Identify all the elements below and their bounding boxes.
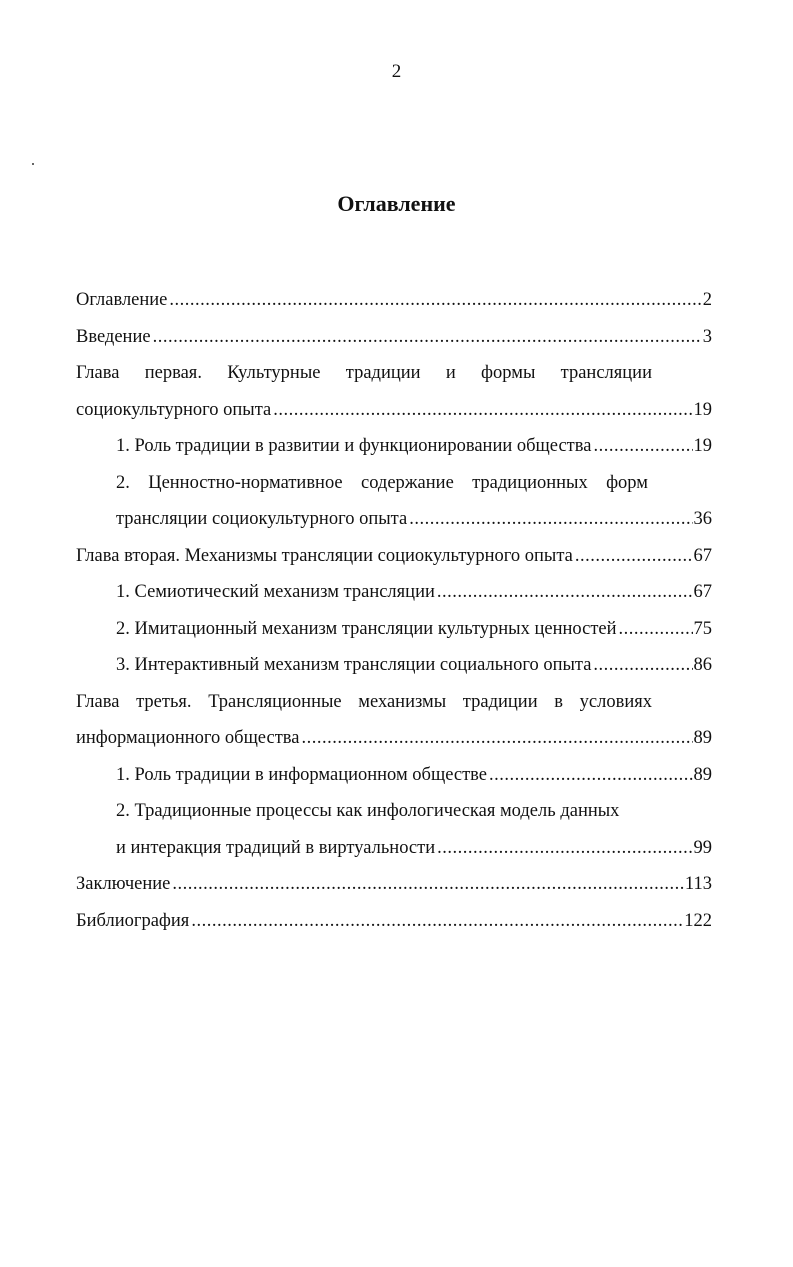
leader-dots xyxy=(172,873,684,895)
leader-dots xyxy=(489,764,693,786)
toc-entry-chapter-3-line-1[interactable] xyxy=(76,684,712,721)
toc-entry-label: 2. Ценностно-нормативное содержание традиционных форм xyxy=(116,472,648,493)
toc-entry-chapter-1-line-2[interactable] xyxy=(76,392,712,429)
toc-entry-page: 2 xyxy=(702,290,712,311)
toc-entry-label: 2. Имитационный механизм трансляции культурных ценностей xyxy=(116,618,617,639)
toc-entry-page: 75 xyxy=(693,618,712,639)
toc-entry-label: Глава третья. Трансляционные механизмы традиции в условиях xyxy=(76,691,652,712)
toc-entry-page: 67 xyxy=(693,582,712,603)
toc-entry-label: Глава первая. Культурные традиции и формы трансляции xyxy=(76,363,652,384)
page-number: 2 xyxy=(391,61,402,82)
leader-dots xyxy=(273,399,692,421)
leader-dots xyxy=(619,618,693,640)
toc-entry-page: 89 xyxy=(693,728,712,749)
toc-entry-label: 3. Интерактивный механизм трансляции социального опыта xyxy=(116,655,592,676)
toc-entry-label: 2. Традиционные процессы как инфологическая модель данных xyxy=(116,801,620,822)
toc-entry-3-1[interactable] xyxy=(76,757,712,794)
toc-entry-1-2-line-2[interactable] xyxy=(76,501,712,538)
toc-entry-label: 1. Роль традиции в информационном обществе xyxy=(116,764,487,785)
toc-entry-label: трансляции социокультурного опыта xyxy=(116,509,408,530)
leader-dots xyxy=(437,581,693,603)
toc-entry-1-1[interactable] xyxy=(76,428,712,465)
toc-entry-contents[interactable] xyxy=(76,282,712,319)
table-of-contents xyxy=(76,282,712,939)
toc-entry-label: Библиография xyxy=(76,910,190,931)
leader-dots xyxy=(153,326,702,348)
toc-entry-page: 89 xyxy=(693,764,712,785)
toc-entry-chapter-1-line-1[interactable] xyxy=(76,355,712,392)
toc-entry-2-2[interactable] xyxy=(76,611,712,648)
toc-entry-label: социокультурного опыта xyxy=(76,399,272,420)
toc-entry-2-3[interactable] xyxy=(76,647,712,684)
toc-entry-bibliography[interactable] xyxy=(76,903,712,940)
page-title: Оглавление xyxy=(337,191,456,216)
leader-dots xyxy=(169,289,701,311)
toc-entry-introduction[interactable] xyxy=(76,319,712,356)
toc-entry-page: 99 xyxy=(693,837,712,858)
toc-entry-conclusion[interactable] xyxy=(76,866,712,903)
leader-dots xyxy=(437,837,692,859)
toc-entry-label: Глава вторая. Механизмы трансляции социокультурного опыта xyxy=(76,545,573,566)
toc-entry-label: Введение xyxy=(76,326,151,347)
toc-entry-page: 3 xyxy=(702,326,712,347)
toc-entry-2-1[interactable] xyxy=(76,574,712,611)
toc-entry-1-2-line-1[interactable] xyxy=(76,465,712,502)
leader-dots xyxy=(301,727,692,749)
toc-entry-label: информационного общества xyxy=(76,728,300,749)
toc-entry-chapter-2[interactable] xyxy=(76,538,712,575)
toc-entry-page: 122 xyxy=(684,910,712,931)
toc-entry-3-2-line-1[interactable] xyxy=(76,793,712,830)
leader-dots xyxy=(593,654,692,676)
toc-entry-page: 86 xyxy=(693,655,712,676)
toc-entry-3-2-line-2[interactable] xyxy=(76,830,712,867)
toc-entry-chapter-3-line-2[interactable] xyxy=(76,720,712,757)
toc-entry-page: 36 xyxy=(693,509,712,530)
toc-entry-page: 113 xyxy=(684,874,712,895)
leader-dots xyxy=(575,545,693,567)
leader-dots xyxy=(409,508,692,530)
toc-entry-page: 19 xyxy=(693,436,712,457)
toc-entry-label: Заключение xyxy=(76,874,171,895)
scan-speck xyxy=(32,163,34,165)
toc-entry-page: 67 xyxy=(693,545,712,566)
toc-entry-label: Оглавление xyxy=(76,290,168,311)
leader-dots xyxy=(593,435,692,457)
leader-dots xyxy=(191,910,683,932)
toc-entry-page: 19 xyxy=(693,399,712,420)
toc-entry-label: 1. Роль традиции в развитии и функционировании общества xyxy=(116,436,592,457)
toc-entry-label: 1. Семиотический механизм трансляции xyxy=(116,582,435,603)
toc-entry-label: и интеракция традиций в виртуальности xyxy=(116,837,436,858)
